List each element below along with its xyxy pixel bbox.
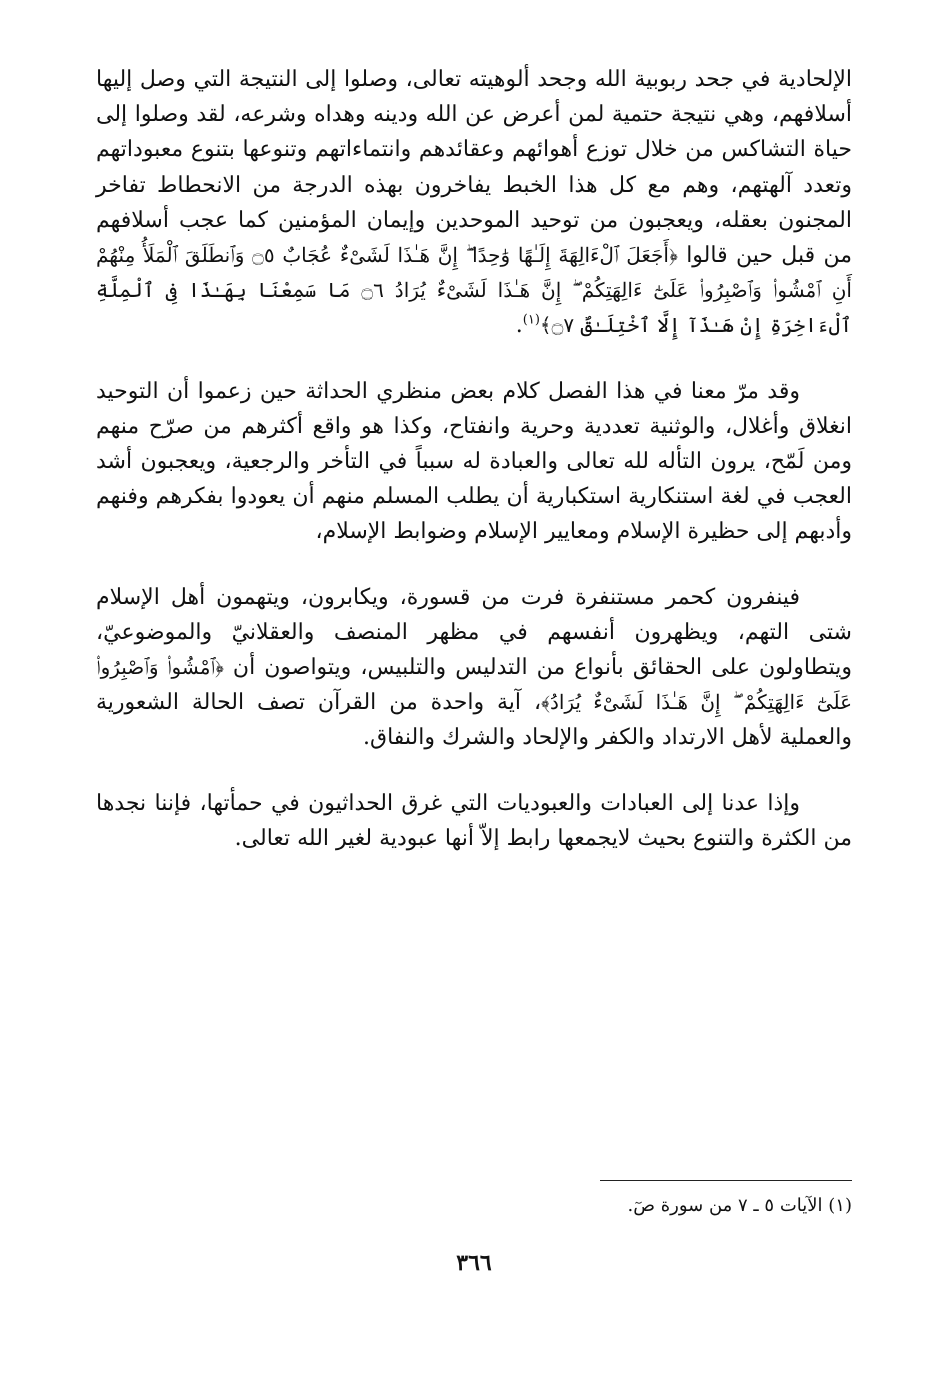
paragraph-1-text-before: الإلحادية في جحد ربوبية الله وجحد ألوهيته تعالى، وصلوا إلى النتيجة التي وصل إليها أسلافهم، وهي نتيجة حتمية لمن أعرض عن الله ودينه وهداه وشرعه، لقد وصلوا إلى حياة التشاكس من خلال توزع أهوائهم وعقائدهم وانتماءاتهم وتنوعها بتنوع معبوداتهم وتعدد آلهتهم، وهم مع كل هذا الخبط يفاخرون بهذه الدرجة من الانحطاط تفاخر المجنون بعقله، ويعجبون من توحيد الموحدين وإيمان المؤمنين كما عجب أسلافهم من قبل حين قالوا [96,67,852,269]
footnote-text: الآيات ٥ ـ ٧ من سورة صٓ. [627,1195,823,1216]
paragraph-4: وإذا عدنا إلى العبادات والعبوديات التي غرق الحداثيون في حمأتها، فإننا نجدها من الكثرة والتنوع بحيث لايجمعها رابط إلاّ أنها عبودية لغير الله تعالى. [96,790,852,851]
paragraph-2: وقد مرّ معنا في هذا الفصل كلام بعض منظري الحداثة حين زعموا أن التوحيد انغلاق وأغلال، والوثنية تعددية وحرية وانفتاح، وكذا هو واقع أكثرهم من صرّح منهم ومن لَمّح، يرون التأله لله تعالى والعبادة له سبباً في التأخر والرجعية، ويعجبون أشد العجب في لغة استنكارية استكبارية أن يطلب المسلم منهم أن يعودوا بفكرهم وفنهم وأدبهم إلى حظيرة الإسلام ومعايير الإسلام وضوابط الإسلام، [96,378,852,545]
footnote-number: (١) [828,1195,852,1216]
page-body [96,62,852,856]
paragraph-3-text-before: فينفرون كحمر مستنفرة فرت من قسورة، ويكابرون، ويتهمون أهل الإسلام شتى التهم، ويظهرون أنفسهم في مظهر المنصف والعقلانيّ والموضوعيّ، ويتطاولون على الحقائق بأنواع من التدليس والتلبيس، ويتواصون أن [96,584,852,681]
paragraph-1-text-after: . [515,313,523,339]
footnote-divider [600,1180,852,1181]
page-number: ٣٦٦ [456,1250,492,1276]
paragraph-3 [96,580,852,756]
footnote [96,1192,852,1220]
footnote-marker[interactable]: (١) [522,313,540,329]
paragraph-3-text-after: ، آية واحدة من القرآن تصف الحالة الشعورية والعملية لأهل الارتداد والكفر والإلحاد والشرك والنفاق. [96,690,852,751]
paragraph-1 [96,62,852,344]
quran-verse-sad-5-7: ﴿أَجَعَلَ ٱلْءَالِهَةَ إِلَـٰهًا وَٰحِدًا ۖ إِنَّ هَـٰذَا لَشَىْءٌ عُجَابٌ ۝٥ وَٱنطَلَقَ ٱلْمَلَأُ مِنْهُمْ أَنِ ٱمْشُوا۟ وَٱصْبِرُوا۟ عَلَىٰٓ ءَالِهَتِكُمْ ۖ إِنَّ هَـٰذَا لَشَىْءٌ يُرَادُ ۝٦ مَا سَمِعْنَا بِهَـٰذَا فِى ٱلْمِلَّةِ ٱلْءَاخِرَةِ إِنْ هَـٰذَآ إِلَّا ٱخْتِلَـٰقٌ ۝٧﴾ [96,243,852,338]
quran-verse-sad-6: ﴿ٱمْشُوا۟ وَٱصْبِرُوا۟ عَلَىٰٓ ءَالِهَتِكُمْ ۖ إِنَّ هَـٰذَا لَشَىْءٌ يُرَادُ﴾ [96,655,852,715]
